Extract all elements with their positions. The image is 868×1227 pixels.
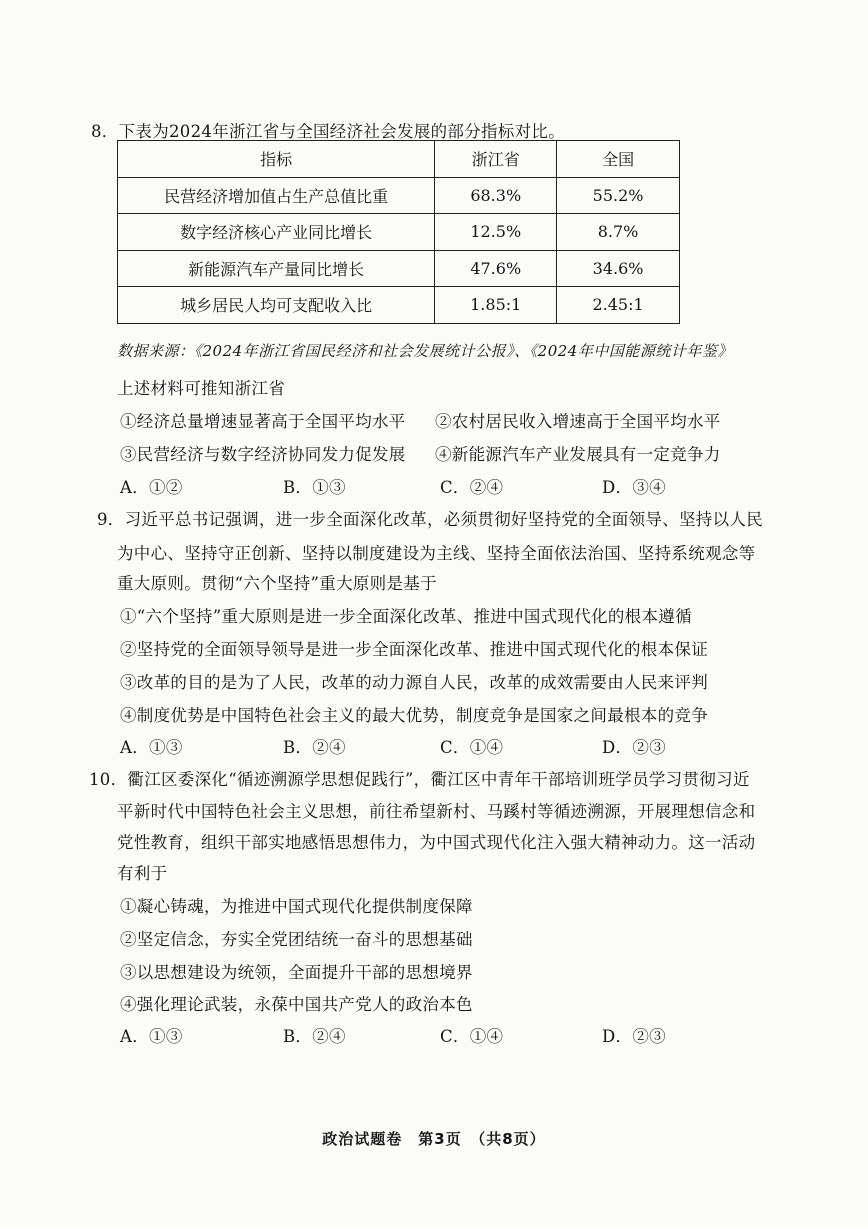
- question-8-choice-c[interactable]: C．②④: [440, 478, 504, 497]
- question-9-item: ①“六个坚持”重大原则是进一步全面深化改革、推进中国式现代化的根本遵循: [120, 607, 692, 626]
- table-row: [118, 250, 680, 287]
- table-cell: 12.5%: [435, 214, 557, 251]
- question-10-stem-line: 有利于: [117, 864, 168, 883]
- question-9-choice-b[interactable]: B．②④: [283, 738, 346, 757]
- table-cell: 55.2%: [557, 177, 680, 214]
- table-header-cell: 浙江省: [435, 141, 557, 178]
- table-cell: 新能源汽车产量同比增长: [118, 250, 435, 287]
- table-header-cell: 指标: [118, 141, 435, 178]
- question-8-item: ③民营经济与数字经济协同发力促发展: [120, 445, 406, 464]
- question-8-choice-d[interactable]: D．③④: [602, 478, 666, 497]
- table-row: [118, 287, 680, 324]
- table-header-row: [118, 141, 680, 178]
- table-cell: 城乡居民人均可支配收入比: [118, 287, 435, 324]
- table-cell: 民营经济增加值占生产总值比重: [118, 177, 435, 214]
- question-10-choice-b[interactable]: B．②④: [283, 1027, 346, 1046]
- question-10-item: ③以思想建设为统领，全面提升干部的思想境界: [120, 963, 473, 982]
- table-row: [118, 214, 680, 251]
- question-10-item: ①凝心铸魂，为推进中国式现代化提供制度保障: [120, 897, 473, 916]
- question-9-choice-c[interactable]: C．①④: [440, 738, 504, 757]
- question-9-stem-line: 为中心、坚持守正创新、坚持以制度建设为主线、坚持全面依法治国、坚持系统观念等: [117, 544, 756, 563]
- question-10-choice-c[interactable]: C．①④: [440, 1027, 504, 1046]
- table-cell: 1.85:1: [435, 287, 557, 324]
- question-8-stem: 8．下表为2024年浙江省与全国经济社会发展的部分指标对比。: [91, 122, 565, 141]
- question-10-choice-d[interactable]: D．②③: [602, 1027, 666, 1046]
- table-cell: 34.6%: [557, 250, 680, 287]
- question-9-item: ④制度优势是中国特色社会主义的最大优势，制度竞争是国家之间最根本的竞争: [120, 706, 708, 725]
- table-header-cell: 全国: [557, 141, 680, 178]
- question-9-choice-d[interactable]: D．②③: [602, 738, 666, 757]
- question-10-stem-line: 10．衢江区委深化“循迹溯源学思想促践行”，衢江区中青年干部培训班学员学习贯彻习近: [89, 770, 750, 789]
- question-9-stem-line: 重大原则。贯彻“六个坚持”重大原则是基于: [117, 574, 437, 593]
- question-8-item: ②农村居民收入增速高于全国平均水平: [435, 412, 721, 431]
- question-9-stem-line: 9．习近平总书记强调，进一步全面深化改革，必须贯彻好坚持党的全面领导、坚持以人民: [97, 510, 763, 529]
- page-footer: 政治试题卷 第3页 （共8页）: [322, 1130, 546, 1148]
- question-10-item: ④强化理论武装，永葆中国共产党人的政治本色: [120, 995, 473, 1014]
- table-cell: 68.3%: [435, 177, 557, 214]
- table-cell: 47.6%: [435, 250, 557, 287]
- question-8-prompt: 上述材料可推知浙江省: [117, 379, 285, 398]
- question-8-item: ①经济总量增速显著高于全国平均水平: [120, 412, 406, 431]
- data-source-note: 数据来源：《2024年浙江省国民经济和社会发展统计公报》、《2024年中国能源统计年鉴》: [117, 342, 733, 360]
- table-cell: 8.7%: [557, 214, 680, 251]
- question-10-stem-line: 党性教育，组织干部实地感悟思想伟力，为中国式现代化注入强大精神动力。这一活动: [117, 833, 756, 852]
- question-8-choice-a[interactable]: A．①②: [120, 478, 183, 497]
- question-8-choice-b[interactable]: B．①③: [283, 478, 346, 497]
- table-cell: 数字经济核心产业同比增长: [118, 214, 435, 251]
- question-9-choice-a[interactable]: A．①③: [120, 738, 183, 757]
- table-row: [118, 177, 680, 214]
- table-cell: 2.45:1: [557, 287, 680, 324]
- indicator-table: [117, 140, 680, 324]
- question-10-choice-a[interactable]: A．①③: [120, 1027, 183, 1046]
- question-9-item: ③改革的目的是为了人民，改革的动力源自人民，改革的成效需要由人民来评判: [120, 673, 708, 692]
- question-9-item: ②坚持党的全面领导领导是进一步全面深化改革、推进中国式现代化的根本保证: [120, 640, 708, 659]
- question-10-item: ②坚定信念，夯实全党团结统一奋斗的思想基础: [120, 930, 473, 949]
- question-8-item: ④新能源汽车产业发展具有一定竞争力: [435, 445, 721, 464]
- question-10-stem-line: 平新时代中国特色社会主义思想，前往希望新村、马蹊村等循迹溯源，开展理想信念和: [117, 802, 756, 821]
